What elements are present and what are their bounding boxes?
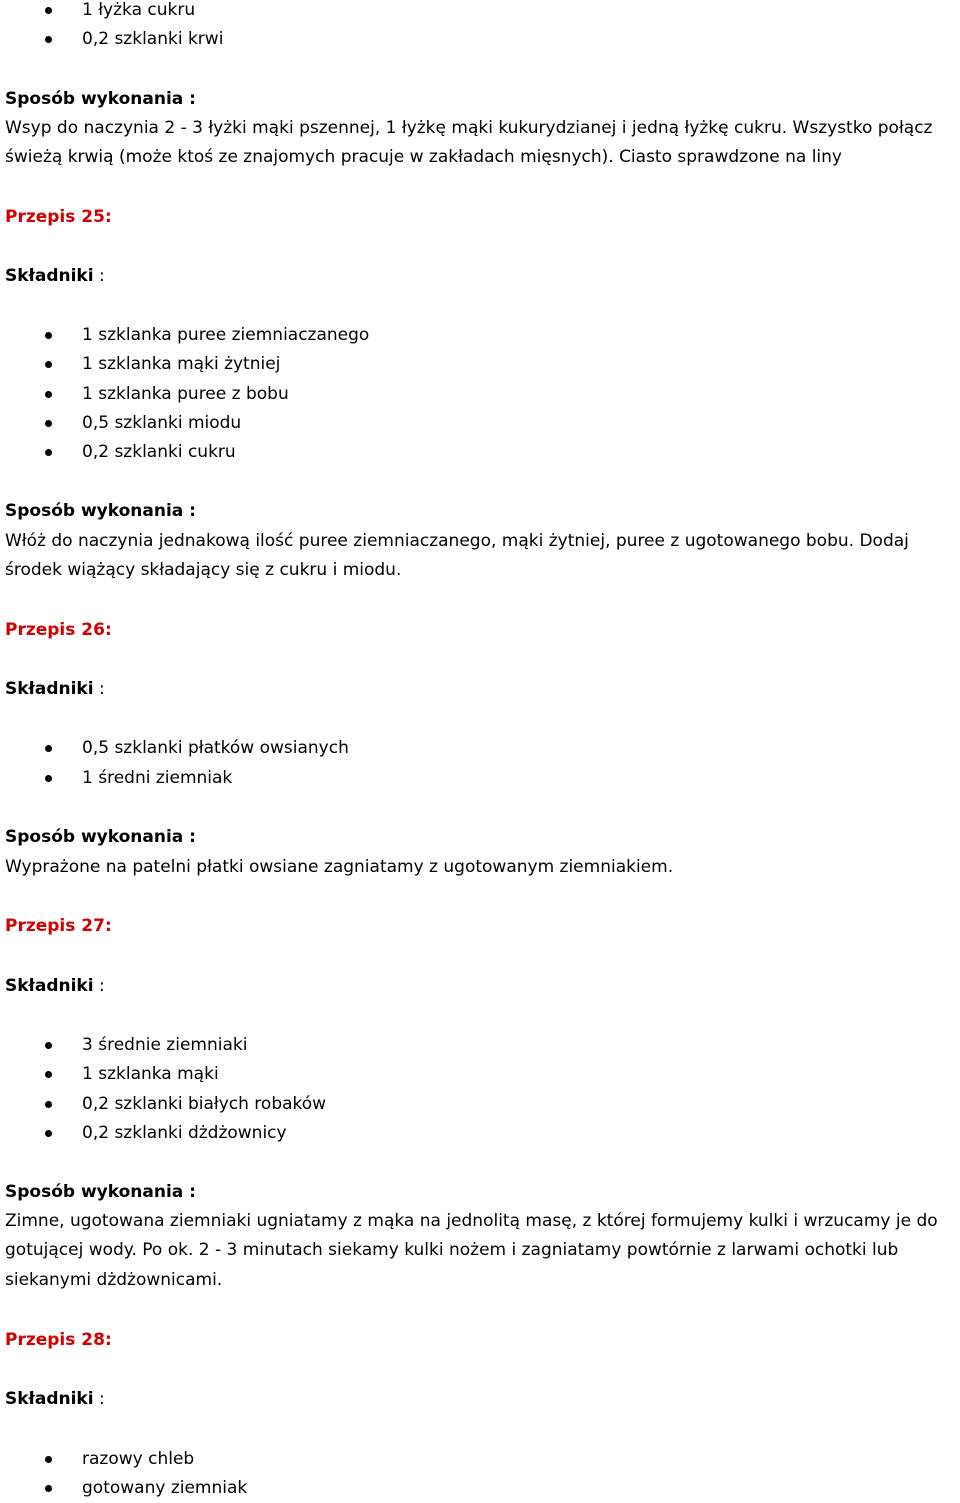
ingredients-label: Składniki <box>5 1389 94 1409</box>
ingredients-colon: : <box>93 679 105 699</box>
ingredients-label: Składniki <box>5 679 94 699</box>
method-text: Wsyp do naczynia 2 - 3 łyżki mąki pszennej, 1 łyżkę mąki kukurydzianej i jedną łyżkę cukru. Wszystko połącz świeżą krwią (może ktoś ze znajomych pracuje w zakładach mięsnych). Ciasto sprawdzone na liny <box>5 118 933 168</box>
ingredients-colon: : <box>93 266 105 286</box>
list-item: gotowany ziemniak <box>82 1474 247 1503</box>
method-text: Włóż do naczynia jednakową ilość puree ziemniaczanego, mąki żytniej, puree z ugotowanego bobu. Dodaj środek wiążący składający się z cukru i miodu. <box>5 531 909 581</box>
method-heading: Sposób wykonania : <box>5 827 196 847</box>
list-item: 0,2 szklanki dżdżownicy <box>82 1119 287 1148</box>
list-item: 0,5 szklanki miodu <box>82 409 241 438</box>
method-text: Wyprażone na patelni płatki owsiane zagniatamy z ugotowanym ziemniakiem. <box>5 857 674 877</box>
recipe-title: Przepis 26: <box>5 620 112 640</box>
method-heading: Sposób wykonania : <box>5 501 196 521</box>
list-item: 0,2 szklanki cukru <box>82 438 236 467</box>
ingredients-heading <box>5 262 105 291</box>
ingredients-colon: : <box>93 1389 105 1409</box>
list-item: 0,2 szklanki białych robaków <box>82 1090 326 1119</box>
ingredients-colon: : <box>93 976 105 996</box>
ingredients-heading <box>5 675 105 704</box>
list-item: 1 łyżka cukru <box>82 0 195 25</box>
list-item: razowy chleb <box>82 1445 194 1474</box>
recipe-title: Przepis 25: <box>5 207 112 227</box>
ingredients-heading <box>5 1385 105 1414</box>
method-text: Zimne, ugotowana ziemniaki ugniatamy z mąka na jednolitą masę, z której formujemy kulki i wrzucamy je do gotującej wody. Po ok. 2 - 3 minutach siekamy kulki nożem i zagniatamy powtórnie z larwami ochotki lub siekanymi dżdżownicami. <box>5 1211 938 1290</box>
ingredients-label: Składniki <box>5 976 94 996</box>
recipe-title: Przepis 27: <box>5 916 112 936</box>
list-item: 1 szklanka mąki <box>82 1060 219 1089</box>
recipe-title: Przepis 28: <box>5 1330 112 1350</box>
list-item: 1 szklanka mąki żytniej <box>82 350 280 379</box>
list-item: 3 średnie ziemniaki <box>82 1031 247 1060</box>
method-heading: Sposób wykonania : <box>5 1182 196 1202</box>
list-item: 1 szklanka puree ziemniaczanego <box>82 321 369 350</box>
list-item: 1 szklanka puree z bobu <box>82 380 289 409</box>
method-heading: Sposób wykonania : <box>5 89 196 109</box>
ingredients-label: Składniki <box>5 266 94 286</box>
ingredients-heading <box>5 972 105 1001</box>
list-item: 0,5 szklanki płatków owsianych <box>82 734 349 763</box>
list-item: 0,2 szklanki krwi <box>82 25 223 54</box>
list-item: 1 średni ziemniak <box>82 764 232 793</box>
